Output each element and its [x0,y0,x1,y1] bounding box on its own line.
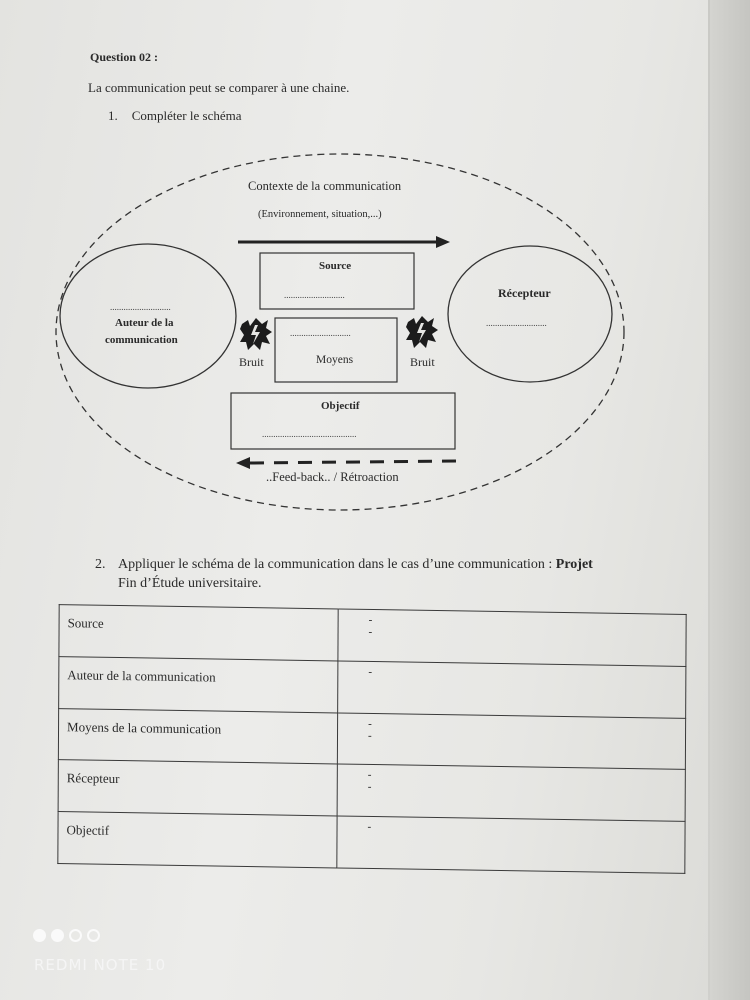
dot-outline-icon [87,929,100,942]
receiver-label: Récepteur [498,286,551,300]
row-label: Auteur de la communication [59,656,338,712]
item-1-number: 1. [108,108,118,123]
item-1-text: Compléter le schéma [131,108,242,123]
question-intro: La communication peut se comparer à une chaine. [88,80,350,95]
dot-icon [33,929,46,942]
table-row [58,812,685,874]
lightning-bolt-icon [406,316,438,348]
camera-watermark-dots [33,929,105,947]
row-label: Récepteur [58,760,337,816]
row-label: Source [59,605,338,661]
context-subtitle: (Environnement, situation,...) [258,209,382,220]
item-2-text: Appliquer le schéma de la communication dans le cas d’une communication : Projet Fin d’Étude universitaire. [118,557,593,591]
author-blank: ........................... [110,302,171,312]
receiver-blank: ........................... [486,318,547,328]
feedback-arrow-line [250,461,458,463]
means-blank: ........................... [290,328,351,338]
feedback-arrow-head [236,457,250,469]
transmission-arrow-head [436,236,450,248]
answer-table [57,604,686,874]
item-2-number: 2. [95,557,106,572]
question-title: Question 02 : [90,50,159,64]
objective-label: Objectif [321,400,360,412]
context-title: Contexte de la communication [248,179,402,193]
dot-icon [51,929,64,942]
row-label: Objectif [58,812,337,868]
noise-left-label: Bruit [239,355,264,369]
item-2 [95,555,695,593]
noise-right-label: Bruit [410,355,435,369]
author-label-line2: communication [105,334,178,346]
source-label: Source [319,260,352,272]
source-blank: ........................... [284,290,345,300]
row-label: Moyens de la communication [58,708,337,764]
row-answer-field[interactable]: - [338,661,686,718]
author-circle [60,244,236,388]
camera-watermark: REDMI NOTE 10 [34,956,167,974]
objective-blank: .......................................... [262,429,357,439]
means-label: Moyens [316,354,354,366]
row-answer-field[interactable]: - - [337,713,685,770]
receiver-circle [448,246,612,382]
author-label-line1: Auteur de la [115,317,174,329]
row-answer-field[interactable]: - [337,816,685,873]
row-answer-field[interactable]: - - [337,764,685,821]
row-answer-field[interactable]: - - [338,609,686,666]
lightning-bolt-icon [240,318,272,350]
dot-outline-icon [69,929,82,942]
feedback-label: ..Feed-back.. / Rétroaction [266,470,399,484]
